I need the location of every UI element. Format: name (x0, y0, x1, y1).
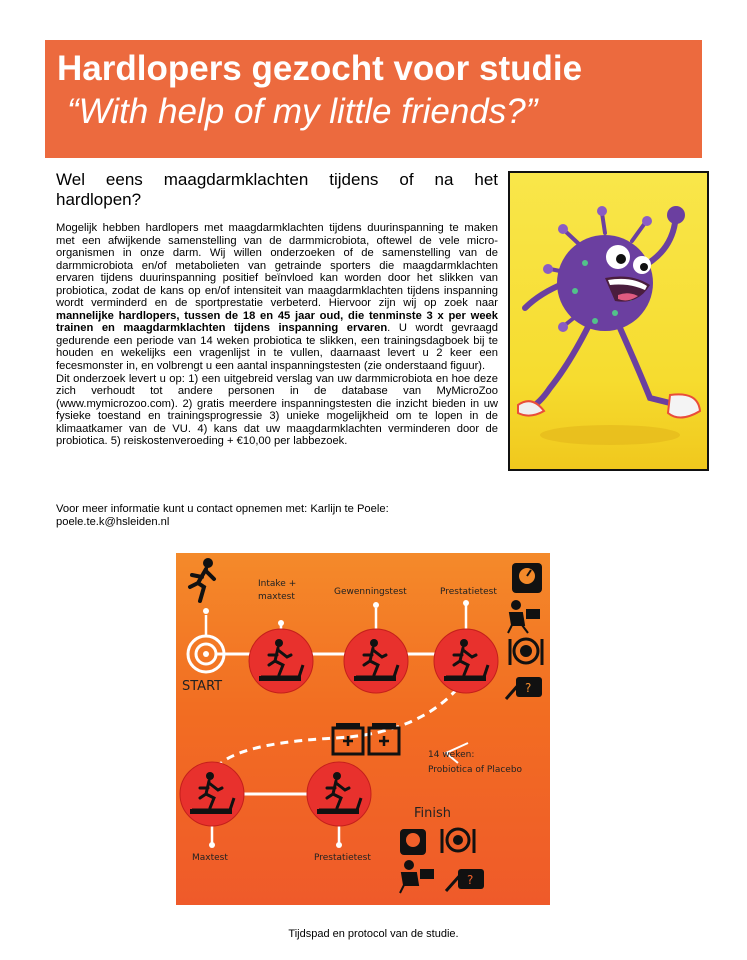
virus-mascot-image (508, 171, 709, 471)
stage-label-intake-1: Intake + (258, 579, 297, 589)
stage-label-intake-2: maxtest (258, 592, 295, 602)
finish-scale-icon (400, 829, 426, 855)
scale-icon (512, 563, 542, 593)
weeks-label-2: Probiotica of Placebo (428, 765, 523, 775)
paragraph-recruitment (56, 222, 498, 373)
contact-text: Voor meer informatie kunt u contact opnemen met: Karlijn te Poele: (56, 503, 389, 515)
contact-info (56, 503, 498, 528)
stage-label-prestatie-2: Prestatietest (314, 853, 371, 863)
virus-mascot-illustration (510, 173, 707, 469)
svg-text:?: ? (525, 681, 532, 695)
page-title: Hardlopers gezocht voor studie (57, 49, 583, 88)
stool-sample-icon (506, 677, 542, 699)
finish-questionnaire-icon (400, 860, 434, 893)
finish-meal-icon (442, 829, 474, 853)
paragraph-benefits: Dit onderzoek levert u op: 1) een uitgebreid verslag van uw darmmicrobiota en hoe deze zich verhoudt tot andere personen in de database van MyMicroZoo (www.mymicrozoo.com). 2) gratis meerdere inspanningstesten die inzicht bieden in uw fysieke toestand en trainingsprogressie 3) unieke mogelijkheid om te lopen in de klimaatkamer van de VU. 4) kans dat uw maagdarmklachten verminderen door de probiotica. 5) reiskostenveroeding + €10,00 per labbezoek. (56, 372, 498, 448)
page-subtitle: “With help of my little friends?” (67, 92, 538, 131)
article-question: Wel eens maagdarmklachten tijdens of na het hardlopen? (56, 170, 498, 209)
medicine-box-icon (333, 723, 399, 754)
weeks-label-1: 14 weken: (428, 750, 475, 760)
inclusion-criteria: mannelijke hardlopers, tussen de 18 en 45 jaar oud, die tenminste 3 x per week trainen en maagdarmklachten tijdens inspanning ervaren (56, 309, 498, 335)
contact-email[interactable]: poele.te.k@hsleiden.nl (56, 515, 170, 528)
stage-label-prestatie-1: Prestatietest (440, 587, 497, 597)
stage-label-maxtest: Maxtest (192, 853, 228, 863)
study-timeline-figure (176, 553, 550, 905)
article-body (56, 170, 498, 448)
stage-label-gewenning: Gewenningstest (334, 587, 407, 597)
finish-label: Finish (414, 806, 452, 821)
meal-icon (510, 639, 542, 665)
paragraph-recruitment-rest: . U wordt gevraagd gedurende een periode van 14 weken probiotica te slikken, een trainingsdagboek bij te houden en wekelijks een vragenlijst in te vullen, daarnaast levert u 2 keer een fecesmonster in, en volbrengt u een aantal inspanningstesten (zie onderstaand figuur). (56, 322, 498, 373)
header-banner (45, 40, 702, 158)
figure-caption: Tijdspad en protocol van de studie. (288, 928, 459, 940)
questionnaire-icon (508, 600, 540, 633)
finish-stool-sample-icon (446, 869, 484, 891)
start-label: START (182, 679, 223, 694)
svg-text:?: ? (467, 873, 474, 887)
paragraph-recruitment-intro: Mogelijk hebben hardlopers met maagdarmklachten tijdens duurinspanning te maken met een afwijkende samenstelling van de darmmicrobiota, oftewel de vele micro-organismen in onze darm. Wij willen onderzoeken of de samenstelling van de darmmicrobiota en/of metabolieten van getrainde sporters die maagdarmklachten ervaren tijdens duurinspanning positief beïnvloed kan worden door het slikken van probiotica, zodat de kans op en/of intensiteit van maagdarmklachten tijdens inspanning wordt verminderd en de sportprestatie verbeterd. Hiervoor zijn wij op zoek naar (56, 222, 498, 310)
